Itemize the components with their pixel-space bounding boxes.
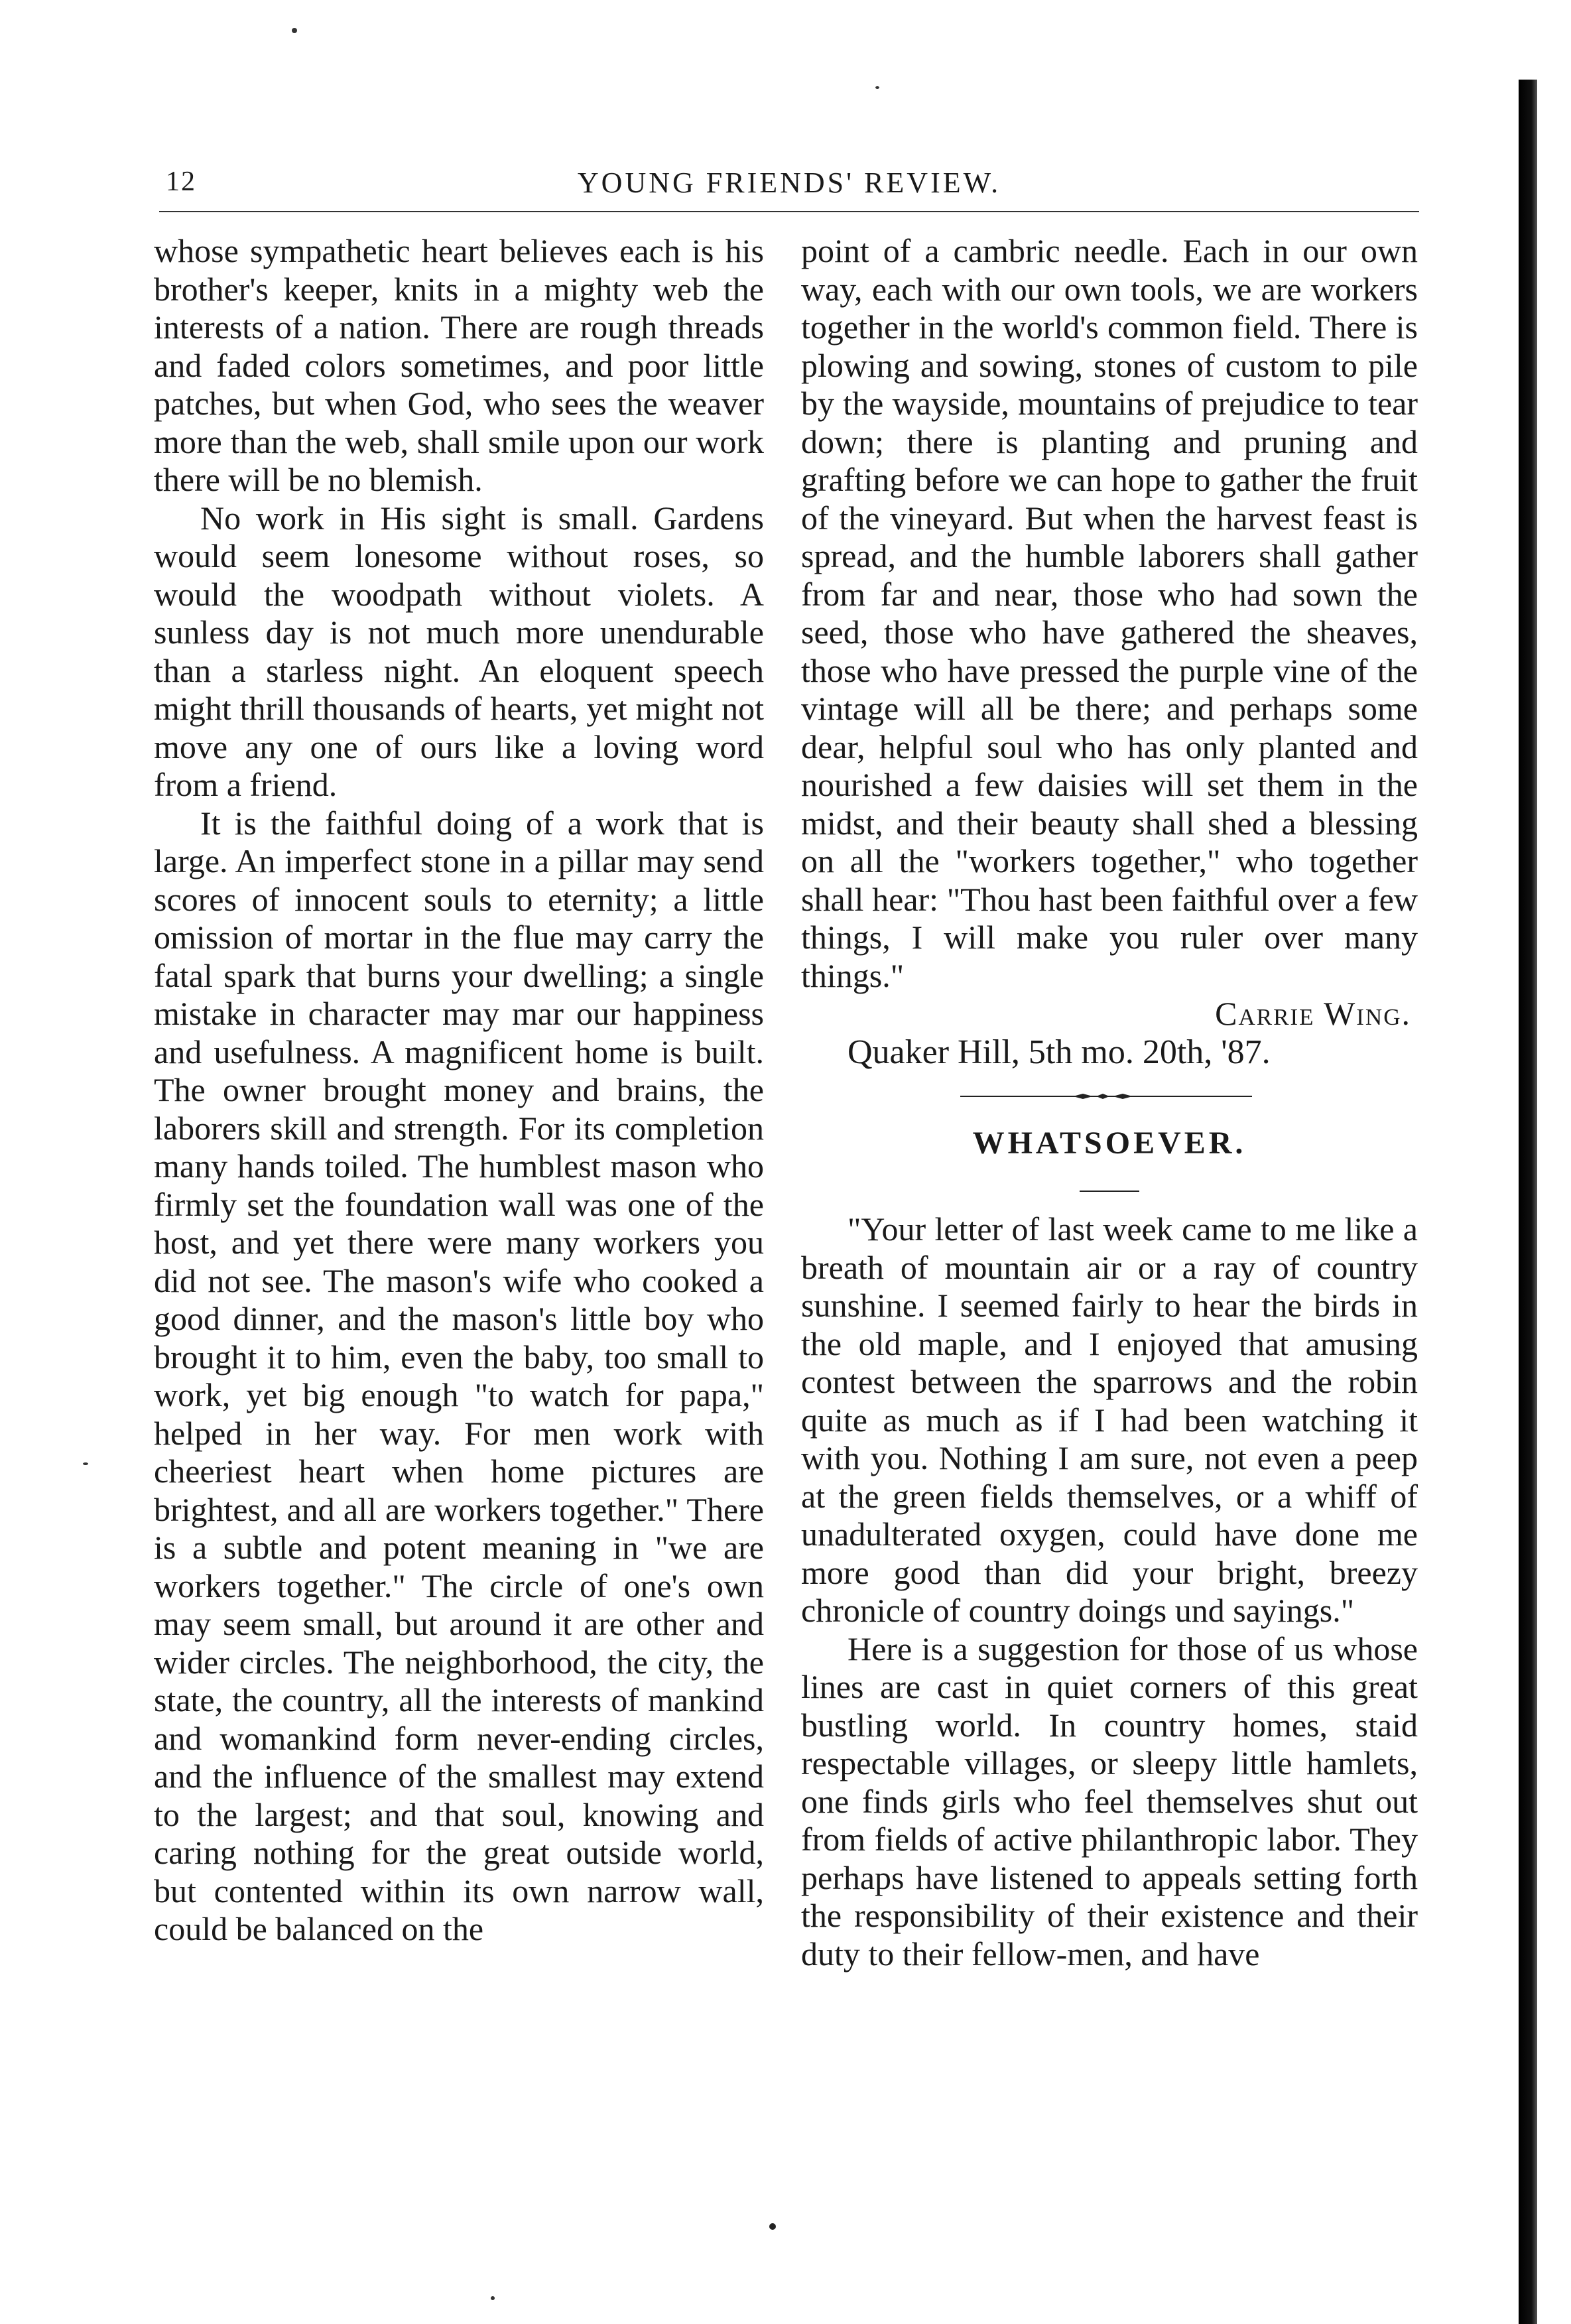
paragraph: "Your letter of last week came to me like a breath of mountain air or a ray of country sunshine. I seemed fairly to hear the birds in the old maple, and I enjoyed that amusing contest between the sparrows and the robin quite as much as if I had been watching it with you. Nothing I am sure, not even a peep at the green fields themselves, or a whiff of unadulterated oxygen, could have done me more good than did your bright, breezy chronicle of country doings und sayings." xyxy=(801,1210,1418,1629)
left-column xyxy=(154,232,764,1949)
paragraph: Here is a suggestion for those of us whose lines are cast in quiet corners of this great bustling world. In country homes, staid respectable villages, or sleepy little hamlets, one finds girls who feel themselves shut out from fields of active philanthropic labor. They perhaps have listened to appeals setting forth the responsibility of their existence and their duty to their fellow-men, and have xyxy=(801,1630,1418,1972)
right-column xyxy=(801,232,1418,1973)
paragraph: It is the faithful doing of a work that is large. An imperfect stone in a pillar may send scores of innocent souls to eternity; a little omission of mortar in the flue may carry the fatal spark that burns your dwelling; a single mistake in character may mar our happiness and usefulness. A magnificent home is built. The owner brought money and brains, the laborers skill and strength. For its completion many hands toiled. The humblest mason who firmly set the foundation wall was one of the host, and yet there were many workers you did not see. The mason's wife who cooked a good dinner, and the mason's little boy who brought it to him, even the baby, too small to work, yet big enough "to watch for papa," helped in her way. For men work with cheeriest heart when home pictures are brightest, and all are workers together." There is a subtle and potent meaning in "we are workers together." The circle of one's own may seem small, but around it are other and wider circles. The neighborhood, the city, the state, the country, all the interests of mankind and womankind form never-ending circles, and the influence of the smallest may extend to the largest; and that soul, knowing and caring nothing for the great outside world, but contented within its own narrow wall, could be balanced on the xyxy=(154,804,764,1947)
page-edge-shadow xyxy=(1519,80,1537,2324)
page-header xyxy=(159,166,1419,206)
title-rule xyxy=(1080,1191,1139,1192)
paragraph: whose sympathetic heart believes each is his brother's keeper, knits in a mighty web the interests of a nation. There are rough threads and faded colors sometimes, and poor little patches, but when God, who sees the weaver more than the web, shall smile upon our work there will be no blemish. xyxy=(154,232,764,498)
scan-speck xyxy=(491,2296,495,2300)
header-rule xyxy=(159,211,1419,212)
page-number: 12 xyxy=(166,166,196,197)
running-title: YOUNG FRIENDS' REVIEW. xyxy=(577,166,1001,199)
dateline: Quaker Hill, 5th mo. 20th, '87. xyxy=(848,1033,1271,1071)
scan-speck xyxy=(875,86,879,89)
section-title: WHATSOEVER. xyxy=(972,1126,1247,1161)
ornament-rule xyxy=(960,1094,1252,1099)
paragraph: No work in His sight is small. Gardens would seem lonesome without roses, so would the woodpath without violets. A sunless day is not much more unendurable than a starless night. An eloquent speech might thrill thousands of hearts, yet might not move any one of ours like a loving word from a friend. xyxy=(154,499,764,803)
author-signature: Carrie Wing. xyxy=(1215,995,1411,1032)
paragraph-continuation: point of a cambric needle. Each in our own way, each with our own tools, we are workers together in the world's common field. There is plowing and sowing, stones of custom to pile by the wayside, mountains of prejudice to tear down; there is planting and pruning and grafting before we can hope to gather the fruit of the vineyard. But when the harvest feast is spread, and the humble laborers shall gather from far and near, those who had sown the seed, those who have gathered the sheaves, those who have pressed the purple vine of the vintage will all be there; and perhaps some dear, helpful soul who has only planted and nourished a few daisies will set them in the midst, and their beauty shall shed a blessing on all the "workers together," who together shall hear: "Thou hast been faithful over a few things, I will make you ruler over many things." xyxy=(801,232,1418,994)
section-divider xyxy=(801,1071,1418,1118)
scan-speck xyxy=(292,28,297,33)
gutter-mark xyxy=(769,2223,776,2230)
scan-speck xyxy=(83,1462,88,1465)
